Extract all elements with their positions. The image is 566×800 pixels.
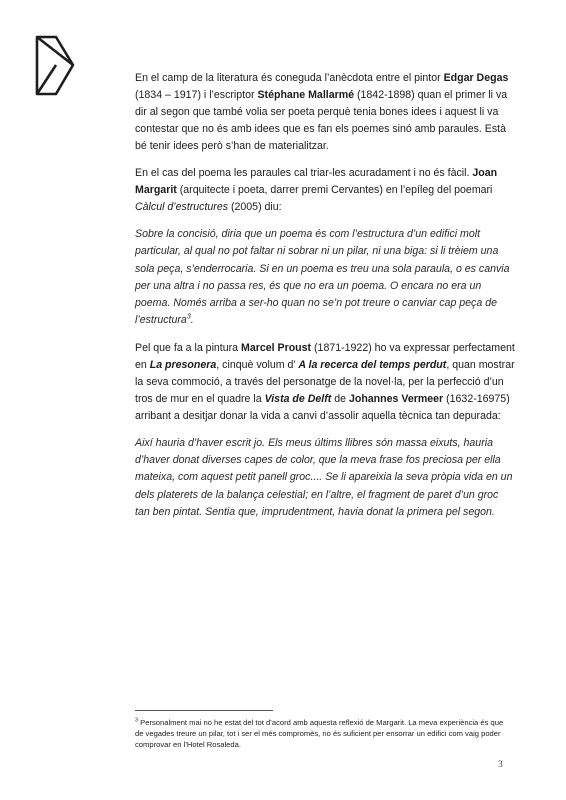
footnote [135, 717, 505, 751]
body-text [135, 70, 515, 531]
quote-text: Així hauria d’haver escrit jo. Els meus últims llibres són massa eixuts, hauria d’haver donat diverses capes de color, que la meva frase fos preciosa per ella mateixa, com aquest petit panell groc.... Se li apareixia la seva pròpia vida en un dels platerets de la balança celestial; en l’altre, el fragment de paret d’un groc tan ben pintat. Sentia que, imprudentment, havia donat la primera pel segon. [135, 436, 513, 518]
painting-title-vista-de-delft: Vista de Delft [264, 392, 332, 405]
text-run: (1632-16975) arribant a desitjar donar la vida a canvi d’assolir aquella tècnica tan depurada: [135, 392, 510, 422]
text-run: (1834 – 1917) i l’escriptor [135, 89, 258, 101]
logo-icon [34, 34, 76, 98]
name-marcel-proust: Marcel Proust [241, 341, 312, 354]
text-run: (2005) diu: [228, 201, 282, 213]
quote-text: Sobre la concisió, diria que un poema és com l’estructura d’un edifici molt particular, al qual no pot faltar ni sobrar ni un pilar, ni una biga: si li trèiem una sola peça, s’enderrocaria. Si en un poema es treu una sola paraula, o es canvia per una altra i no passa res, és que no era un poema. O encara no era un poema. Només arriba a ser-ho quan no se’n pot treure o canviar cap peça de l’estructura [135, 228, 510, 327]
quote-margarit [135, 226, 515, 330]
name-stephane-mallarme: Stéphane Mallarmé [257, 89, 355, 101]
name-edgar-degas: Edgar Degas [443, 72, 509, 84]
book-title: Càlcul d’estructures [135, 201, 229, 213]
book-title-la-presonera: La presonera [149, 358, 217, 371]
text-run: , quan mostrar la seva commoció, a través del personatge de la novel·la, per la perfecció d’un tros de mur en el quadre la [135, 358, 515, 405]
footnote-divider [135, 710, 273, 711]
page-number: 3 [498, 760, 503, 770]
name-johannes-vermeer: Johannes Vermeer [348, 392, 444, 405]
paragraph-proust [135, 340, 515, 425]
text-run: En el cas del poema les paraules cal triar-les acuradament i no és fàcil. [135, 167, 473, 179]
book-title-recerca: A la recerca del temps perdut [298, 358, 447, 371]
quote-end: . [190, 314, 194, 327]
name-joan-margarit: Joan Margarit [135, 167, 498, 196]
paragraph-margarit [135, 165, 515, 216]
quote-proust [135, 435, 515, 521]
text-run: (1842-1898) quan el primer li va dir al segon que també volia ser poeta perquè tenia bones idees i aquest li va contestar que no és amb idees que es fan els poemes sinó amb paraules. Està bé tenir idees però s’han de materialitzar. [135, 89, 508, 152]
text-run: (1871-1922) ho va expressar perfectament en [135, 341, 515, 371]
footnote-ref: 3 [186, 313, 191, 321]
text-run: de [331, 392, 349, 405]
footnote-text: Personalment mai no he estat del tot d’acord amb aquesta reflexió de Margarit. La meva experiència és que de vegades treure un pilar, tot i ser el més compromès, no és suficient per ensorrar un edifici com vaig poder comprovar en l’Hotel Rosaleda. [135, 718, 504, 750]
text-run: En el camp de la literatura és coneguda l’anècdota entre el pintor [135, 72, 444, 84]
text-run: , cinquè volum d’ [216, 358, 299, 371]
text-run: Pel que fa a la pintura [135, 341, 242, 354]
paragraph-degas-mallarme [135, 70, 515, 155]
footnote-number: 3 [135, 717, 139, 724]
text-run: (arquitecte i poeta, darrer premi Cervantes) en l’epíleg del poemari [176, 184, 493, 196]
